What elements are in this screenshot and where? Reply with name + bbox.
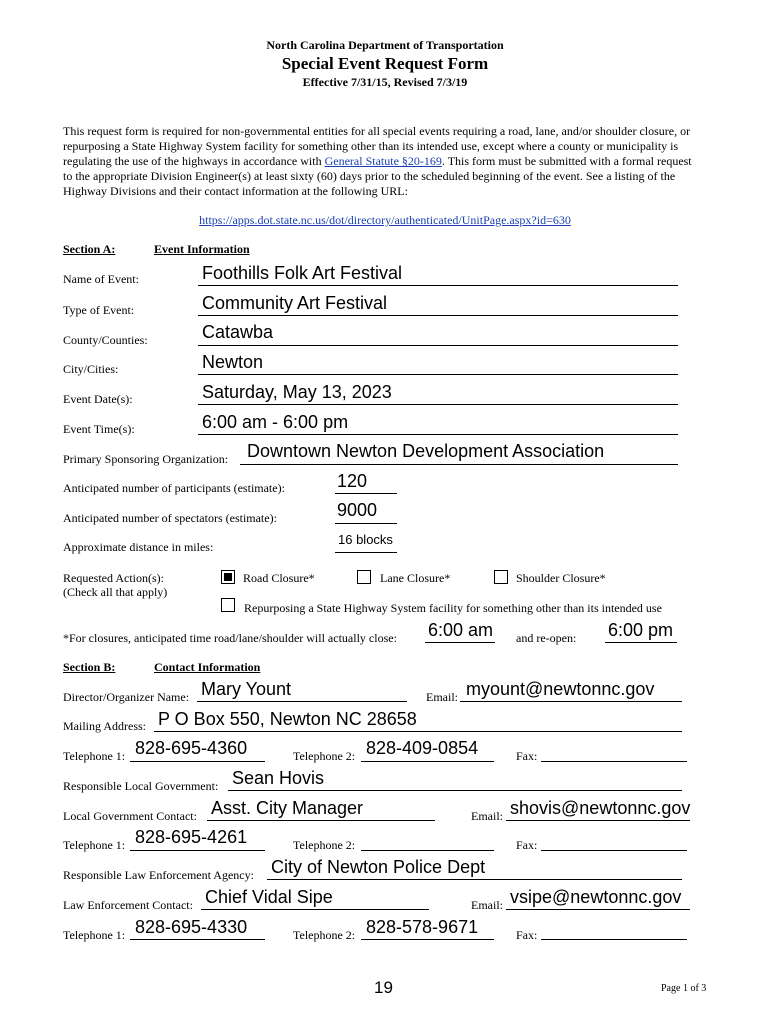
reopen-time-value[interactable]: 6:00 pm [608,620,674,640]
local-gov-value[interactable]: Sean Hovis [232,768,325,788]
director-tel2-line [361,761,494,762]
director-fax-line[interactable] [541,761,687,762]
law-agency-line [267,879,682,880]
agency-name: North Carolina Department of Transportation [266,38,504,52]
directory-url-wrap [0,213,770,228]
closure-time-value[interactable]: 6:00 am [428,620,494,640]
road-closure-checkbox[interactable] [221,570,235,584]
director-tel2-value[interactable]: 828-409-0854 [366,738,479,758]
law-contact-line [201,909,429,910]
director-label: Director/Organizer Name: [63,690,190,704]
intro-text-1: This request form is required for non-governmental entities for all special events requiring a road, lane, and/or shoulder closure, or repurposing a State Highway System facility for something other than its intended use, except where a county or municipality is regulating the use of the highways in accordance with [63,124,691,168]
gov-tel2-line[interactable] [361,850,494,851]
repurpose-label: Repurposing a State Highway System facility for something other than its intended use [244,601,662,615]
law-agency-value[interactable]: City of Newton Police Dept [271,857,486,877]
distance-label: Approximate distance in miles: [63,540,214,554]
repurpose-checkbox[interactable] [221,598,235,612]
city-label: City/Cities: [63,362,119,376]
section-a-label: Section A: [63,242,116,256]
mailing-label: Mailing Address: [63,719,146,733]
gov-tel1-line [130,850,265,851]
event-type-label: Type of Event: [63,303,135,317]
mailing-value[interactable]: P O Box 550, Newton NC 28658 [158,709,417,729]
participants-label: Anticipated number of participants (estimate): [63,481,285,495]
law-tel2-line [361,939,494,940]
participants-line [335,493,397,494]
section-b-label: Section B: [63,660,116,674]
requested-actions-label: Requested Action(s): [63,571,164,585]
distance-value[interactable]: 16 blocks [338,532,393,547]
director-tel1-label: Telephone 1: [63,749,126,763]
closure-time-line [425,642,495,643]
director-value[interactable]: Mary Yount [201,679,292,699]
director-tel1-value[interactable]: 828-695-4360 [135,738,248,758]
spectators-label: Anticipated number of spectators (estimate): [63,511,277,525]
page-of: Page 1 of 3 [661,983,707,994]
effective-date: Effective 7/31/15, Revised 7/3/19 [302,75,468,89]
gov-contact-value[interactable]: Asst. City Manager [211,798,364,818]
sponsor-value[interactable]: Downtown Newton Development Association [247,441,605,461]
event-name-line [198,285,678,286]
distance-line [335,552,397,553]
director-fax-label: Fax: [516,749,538,763]
director-email-value[interactable]: myount@newtonnc.gov [466,679,655,699]
section-a-title: Event Information [154,242,250,256]
law-fax-line[interactable] [541,939,687,940]
sponsor-label: Primary Sponsoring Organization: [63,452,229,466]
gov-tel1-value[interactable]: 828-695-4261 [135,827,248,847]
director-tel2-label: Telephone 2: [293,749,356,763]
law-contact-label: Law Enforcement Contact: [63,898,193,912]
law-fax-label: Fax: [516,928,538,942]
participants-value[interactable]: 120 [337,471,368,491]
road-closure-label: Road Closure* [243,571,315,585]
form-title: Special Event Request Form [281,54,489,73]
lane-closure-label: Lane Closure* [380,571,451,585]
lane-closure-checkbox[interactable] [357,570,371,584]
event-type-value[interactable]: Community Art Festival [202,293,388,313]
statute-link[interactable]: General Statute §20-169 [324,154,442,168]
event-name-value[interactable]: Foothills Folk Art Festival [202,263,403,283]
event-time-label: Event Time(s): [63,422,135,436]
event-time-value[interactable]: 6:00 am - 6:00 pm [202,412,349,432]
event-date-value[interactable]: Saturday, May 13, 2023 [202,382,392,402]
director-tel1-line [130,761,265,762]
law-tel2-label: Telephone 2: [293,928,356,942]
event-time-line [198,434,678,435]
law-agency-label: Responsible Law Enforcement Agency: [63,868,254,882]
reopen-label: and re-open: [516,631,577,645]
directory-url-link[interactable]: https://apps.dot.state.nc.us/dot/directory/authenticated/UnitPage.aspx?id=630 [199,213,571,227]
gov-fax-line[interactable] [541,850,687,851]
county-value[interactable]: Catawba [202,322,274,342]
county-line [198,345,678,346]
shoulder-closure-label: Shoulder Closure* [516,571,606,585]
law-email-line [506,909,690,910]
spectators-value[interactable]: 9000 [337,500,378,520]
requested-actions-hint: (Check all that apply) [63,585,168,599]
gov-fax-label: Fax: [516,838,538,852]
event-name-label: Name of Event: [63,272,139,286]
intro-text-2: . This form must be submitted with a formal request to the appropriate Division Engineer(s) at least sixty (60) days prior to the scheduled beginning of the event. See a listing of the Highway Divisions and their contact information at the following URL: [63,154,692,198]
law-tel1-value[interactable]: 828-695-4330 [135,917,248,937]
spectators-line [335,523,397,524]
director-email-label: Email: [426,690,458,704]
law-tel2-value[interactable]: 828-578-9671 [366,917,479,937]
intro-paragraph [63,124,699,199]
event-type-line [198,315,678,316]
closure-time-label: *For closures, anticipated time road/lane/shoulder will actually close: [63,631,397,645]
shoulder-closure-checkbox[interactable] [494,570,508,584]
gov-email-line [506,820,690,821]
event-date-line [198,404,678,405]
county-label: County/Counties: [63,333,148,347]
director-email-line [460,701,682,702]
local-gov-label: Responsible Local Government: [63,779,219,793]
sponsor-line [240,464,678,465]
event-date-label: Event Date(s): [63,392,133,406]
director-line [197,701,407,702]
gov-email-label: Email: [471,809,503,823]
gov-contact-label: Local Government Contact: [63,809,197,823]
section-b-title: Contact Information [154,660,261,674]
law-email-label: Email: [471,898,503,912]
local-gov-line [228,790,682,791]
gov-contact-line [207,820,435,821]
law-tel1-label: Telephone 1: [63,928,126,942]
page-number: 19 [374,978,393,997]
gov-tel2-label: Telephone 2: [293,838,356,852]
reopen-time-line [605,642,677,643]
gov-tel1-label: Telephone 1: [63,838,126,852]
city-value[interactable]: Newton [202,352,264,372]
gov-email-value[interactable]: shovis@newtonnc.gov [510,798,691,818]
city-line [198,374,678,375]
law-contact-value[interactable]: Chief Vidal Sipe [205,887,333,907]
mailing-line [154,731,682,732]
law-tel1-line [130,939,265,940]
law-email-value[interactable]: vsipe@newtonnc.gov [510,887,682,907]
